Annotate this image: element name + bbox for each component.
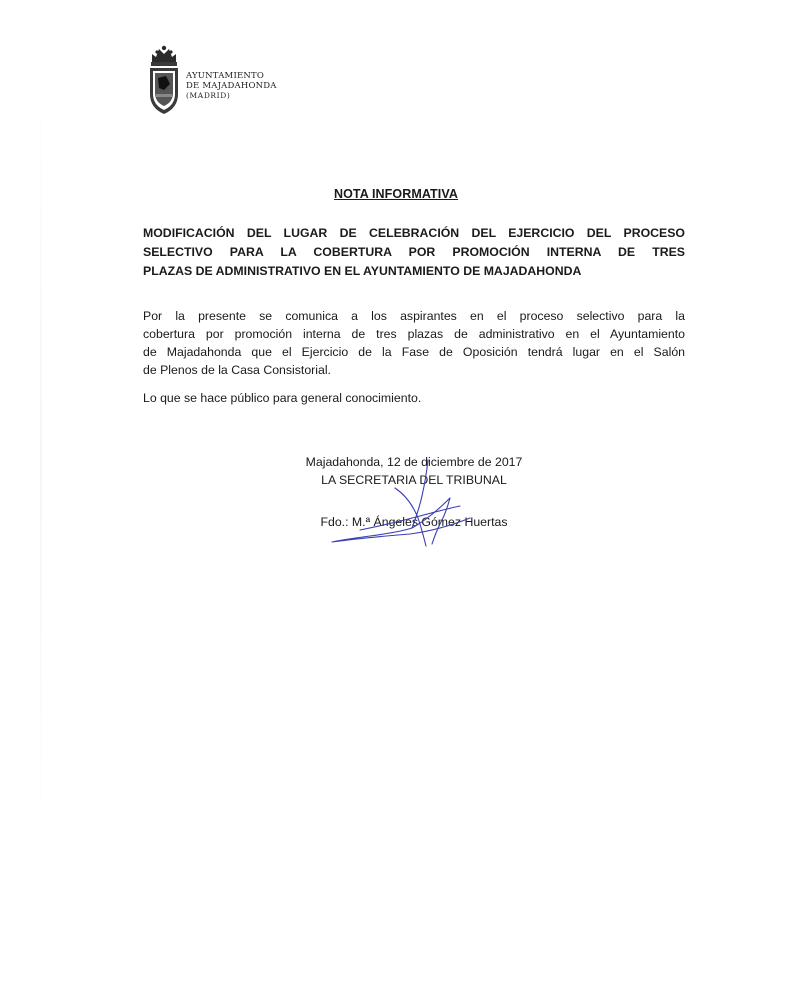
subject-line: PLAZAS DE ADMINISTRATIVO EN EL AYUNTAMIENTO DE MAJADAHONDA xyxy=(143,264,582,278)
body-line: cobertura por promoción interna de tres plazas de administrativo en el Ayuntamiento xyxy=(143,327,685,341)
signature-block xyxy=(240,453,588,531)
body-line: de Majadahonda que el Ejercicio de la Fase de Oposición tendrá lugar en el Salón xyxy=(143,345,685,359)
body-paragraph xyxy=(143,307,685,379)
body-line: Por la presente se comunica a los aspirantes en el proceso selectivo para la xyxy=(143,309,685,323)
document-subject xyxy=(143,224,685,281)
org-name-line3: (MADRID) xyxy=(186,91,231,100)
body-line: de Plenos de la Casa Consistorial. xyxy=(143,363,331,377)
coat-of-arms-icon xyxy=(146,44,182,116)
signatory-role: LA SECRETARIA DEL TRIBUNAL xyxy=(321,473,507,487)
document-title: NOTA INFORMATIVA xyxy=(333,187,459,201)
scan-edge-shadow xyxy=(40,60,42,860)
place-date: Majadahonda, 12 de diciembre de 2017 xyxy=(305,455,523,469)
subject-line: SELECTIVO PARA LA COBERTURA POR PROMOCIÓN INTERNA DE TRES xyxy=(143,245,685,259)
subject-line: MODIFICACIÓN DEL LUGAR DE CELEBRACIÓN DEL EJERCICIO DEL PROCESO xyxy=(143,226,685,240)
org-name-line1: AYUNTAMIENTO xyxy=(186,71,265,81)
closing-sentence: Lo que se hace público para general conocimiento. xyxy=(143,391,422,405)
signatory-name: Fdo.: M.ª Ángeles Gómez Huertas xyxy=(320,515,508,529)
organization-name xyxy=(186,71,277,101)
org-name-line2: DE MAJADAHONDA xyxy=(186,81,277,91)
letterhead xyxy=(146,44,346,124)
